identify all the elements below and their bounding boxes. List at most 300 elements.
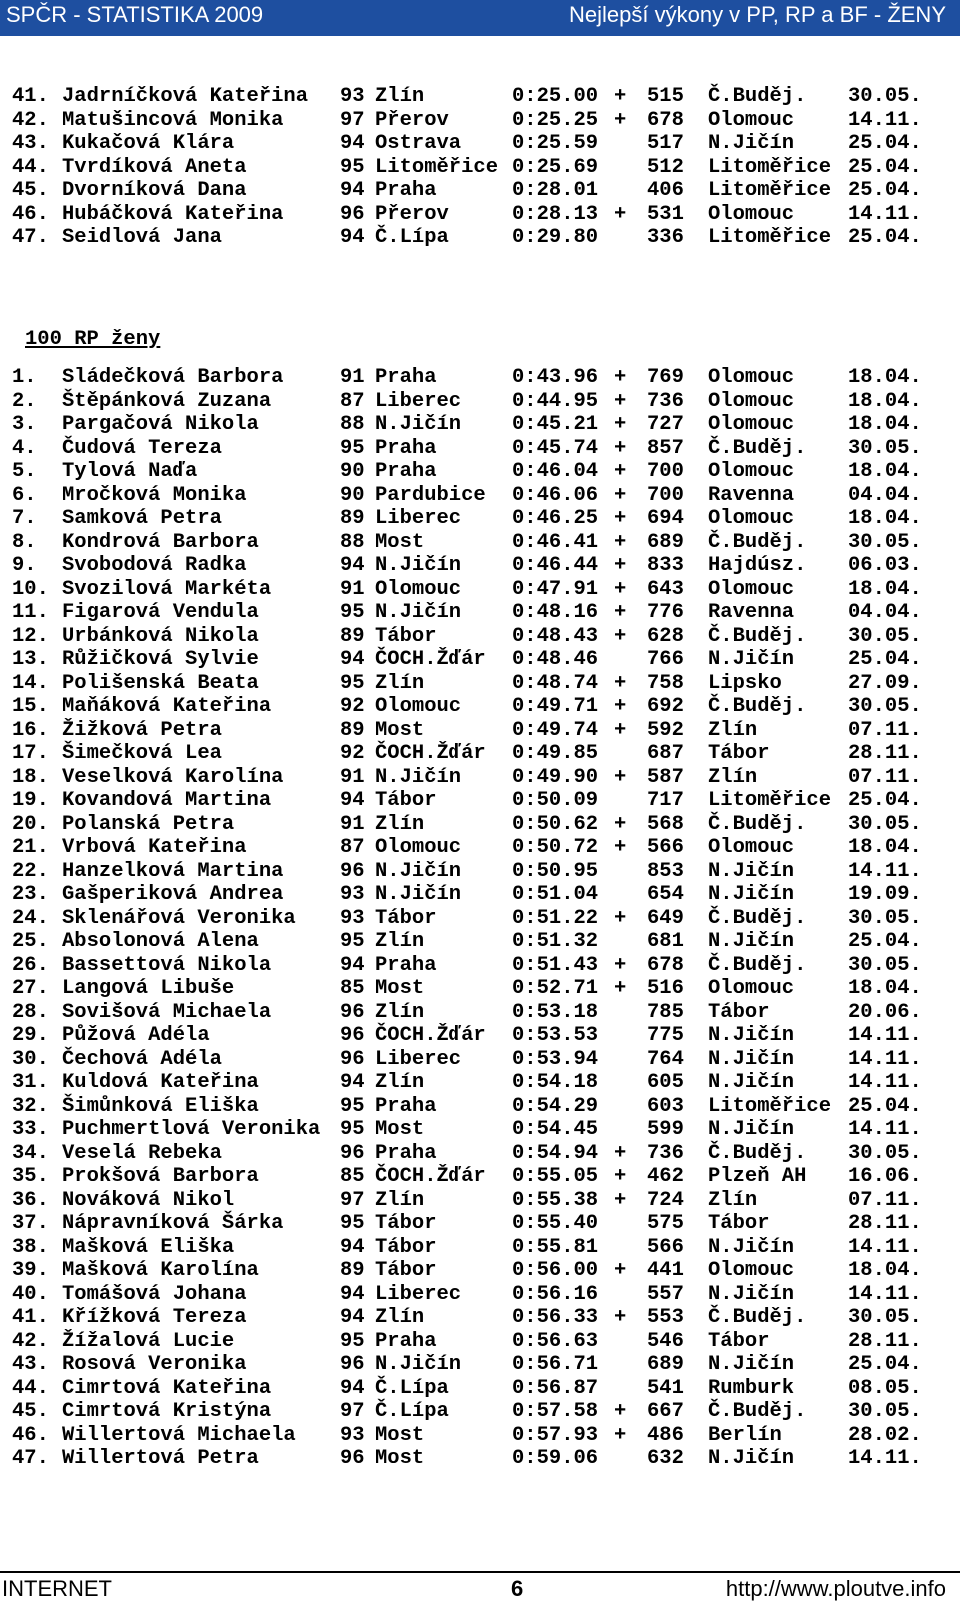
name-cell: Cimrtová Kristýna [62,1400,272,1423]
name-cell: Dvorníková Dana [62,179,247,202]
place-cell: N.Jičín [708,859,795,883]
place-cell: Č.Buděj. [708,85,807,108]
rank-cell: 8. [12,530,37,554]
table-row [12,179,928,203]
year-cell: 93 [340,85,365,108]
year-cell: 94 [340,226,365,249]
rank-cell: 35. [12,1165,49,1188]
year-cell: 93 [340,906,365,930]
table-row [12,836,928,860]
points-cell: 776 [647,601,684,624]
flag-cell: + [614,460,627,483]
flag-cell: + [614,530,627,554]
club-cell: N.Jičín [375,859,462,883]
name-cell: Polišenská Beata [62,671,259,695]
year-cell: 97 [340,108,365,132]
club-cell: Tábor [375,624,437,648]
date-cell: 25.04. [848,930,922,953]
page-header [0,0,960,36]
club-cell: Liberec [375,1282,462,1306]
name-cell: Mročková Monika [62,483,247,507]
club-cell: ČOCH.Žďár [375,1024,486,1047]
place-cell: Lipsko [708,671,782,695]
rank-cell: 24. [12,906,49,930]
place-cell: N.Jičín [708,132,795,155]
club-cell: Praha [375,1329,437,1353]
rank-cell: 47. [12,1447,49,1470]
time-cell: 0:48.46 [512,648,599,671]
time-cell: 0:25.00 [512,85,599,108]
table-row [12,1118,928,1142]
rank-cell: 12. [12,624,49,648]
year-cell: 96 [340,1000,365,1024]
rank-cell: 31. [12,1071,49,1094]
date-cell: 20.06. [848,1000,922,1024]
time-cell: 0:28.01 [512,179,599,202]
date-cell: 14.11. [848,1047,922,1071]
club-cell: Praha [375,460,437,483]
club-cell: Olomouc [375,836,462,859]
date-cell: 18.04. [848,1259,922,1282]
name-cell: Puchmertlová Veronika [62,1118,321,1141]
name-cell: Kukačová Klára [62,132,235,155]
rank-cell: 20. [12,812,49,836]
club-cell: Most [375,1118,425,1141]
footer-url[interactable]: http://www.ploutve.info [725,1576,946,1601]
header-subtitle: Nejlepší výkony v PP, RP a BF - ŽENY [569,2,946,27]
place-cell: Ravenna [708,483,795,507]
points-cell: 515 [647,85,684,108]
time-cell: 0:51.04 [512,883,599,906]
date-cell: 19.09. [848,883,922,906]
table-row [12,1001,928,1025]
place-cell: Olomouc [708,977,795,1000]
table-row [12,1447,928,1471]
rank-cell: 33. [12,1118,49,1141]
table-row [12,789,928,813]
rank-cell: 23. [12,883,49,906]
year-cell: 85 [340,977,365,1000]
time-cell: 0:56.00 [512,1259,599,1282]
table-row [12,695,928,719]
time-cell: 0:56.16 [512,1282,599,1306]
table-row [12,672,928,696]
club-cell: N.Jičín [375,765,462,789]
name-cell: Mašková Eliška [62,1235,235,1259]
club-cell: Praha [375,179,437,202]
date-cell: 16.06. [848,1165,922,1188]
flag-cell: + [614,812,627,836]
club-cell: Zlín [375,812,425,836]
year-cell: 91 [340,765,365,789]
place-cell: Olomouc [708,108,795,132]
rank-cell: 14. [12,671,49,695]
rank-cell: 38. [12,1235,49,1259]
table-row [12,1189,928,1213]
name-cell: Urbánková Nikola [62,624,259,648]
club-cell: Liberec [375,1047,462,1071]
time-cell: 0:56.71 [512,1353,599,1376]
rank-cell: 21. [12,836,49,859]
date-cell: 30.05. [848,436,922,460]
flag-cell: + [614,389,627,413]
points-cell: 441 [647,1259,684,1282]
name-cell: Čechová Adéla [62,1047,222,1071]
points-cell: 766 [647,648,684,671]
flag-cell: + [614,1306,627,1329]
club-cell: Praha [375,1141,437,1165]
table-row [12,1353,928,1377]
year-cell: 90 [340,483,365,507]
rank-cell: 39. [12,1259,49,1282]
rank-cell: 32. [12,1094,49,1118]
points-cell: 681 [647,930,684,953]
points-cell: 566 [647,1235,684,1259]
table-row [12,531,928,555]
flag-cell: + [614,601,627,624]
place-cell: Olomouc [708,577,795,601]
rank-cell: 42. [12,108,49,132]
flag-cell: + [614,906,627,930]
year-cell: 92 [340,695,365,718]
club-cell: Tábor [375,906,437,930]
year-cell: 85 [340,1165,365,1188]
table-row [12,366,928,390]
date-cell: 18.04. [848,366,922,389]
place-cell: Č.Buděj. [708,953,807,977]
date-cell: 25.04. [848,226,922,249]
results-table-100-rp [12,366,928,1471]
time-cell: 0:50.72 [512,836,599,859]
time-cell: 0:25.69 [512,155,599,179]
place-cell: Olomouc [708,507,795,530]
table-row [12,930,928,954]
name-cell: Cimrtová Kateřina [62,1376,272,1400]
date-cell: 18.04. [848,977,922,1000]
date-cell: 14.11. [848,1447,922,1470]
name-cell: Langová Libuše [62,977,235,1000]
name-cell: Svozilová Markéta [62,577,272,601]
place-cell: Olomouc [708,413,795,436]
name-cell: Jadrníčková Kateřina [62,85,309,108]
rank-cell: 41. [12,85,49,108]
place-cell: Č.Buděj. [708,1400,807,1423]
place-cell: N.Jičín [708,1353,795,1376]
table-row [12,507,928,531]
rank-cell: 17. [12,742,49,765]
points-cell: 654 [647,883,684,906]
date-cell: 08.05. [848,1376,922,1400]
date-cell: 07.11. [848,718,922,742]
rank-cell: 22. [12,859,49,883]
club-cell: Č.Lípa [375,226,449,249]
date-cell: 18.04. [848,389,922,413]
club-cell: Olomouc [375,695,462,718]
points-cell: 517 [647,132,684,155]
date-cell: 28.11. [848,742,922,765]
points-cell: 764 [647,1047,684,1071]
club-cell: Tábor [375,1212,437,1235]
rank-cell: 34. [12,1141,49,1165]
name-cell: Vrbová Kateřina [62,836,247,859]
table-row [12,460,928,484]
date-cell: 04.04. [848,483,922,507]
name-cell: Sládečková Barbora [62,366,284,389]
year-cell: 95 [340,1329,365,1353]
name-cell: Absolonová Alena [62,930,259,953]
flag-cell: + [614,953,627,977]
date-cell: 30.05. [848,624,922,648]
place-cell: Litoměřice [708,789,832,812]
place-cell: N.Jičín [708,930,795,953]
points-cell: 727 [647,413,684,436]
place-cell: Hajdúsz. [708,554,807,577]
points-cell: 700 [647,483,684,507]
year-cell: 96 [340,1047,365,1071]
name-cell: Veselková Karolína [62,765,284,789]
rank-cell: 45. [12,179,49,202]
name-cell: Žižková Petra [62,718,222,742]
place-cell: N.Jičín [708,1071,795,1094]
club-cell: ČOCH.Žďár [375,648,486,671]
place-cell: Č.Buděj. [708,1141,807,1165]
year-cell: 89 [340,718,365,742]
rank-cell: 26. [12,953,49,977]
place-cell: Olomouc [708,836,795,859]
name-cell: Samková Petra [62,507,222,530]
table-row [12,907,928,931]
points-cell: 700 [647,460,684,483]
time-cell: 0:46.04 [512,460,599,483]
table-row [12,1283,928,1307]
date-cell: 30.05. [848,85,922,108]
rank-cell: 29. [12,1024,49,1047]
year-cell: 94 [340,789,365,812]
club-cell: Pardubice [375,483,486,507]
flag-cell: + [614,507,627,530]
rank-cell: 43. [12,1353,49,1376]
table-row [12,132,928,156]
rank-cell: 16. [12,718,49,742]
club-cell: Praha [375,366,437,389]
points-cell: 541 [647,1376,684,1400]
name-cell: Seidlová Jana [62,226,222,249]
points-cell: 692 [647,695,684,718]
name-cell: Šimůnková Eliška [62,1094,259,1118]
year-cell: 97 [340,1400,365,1423]
place-cell: N.Jičín [708,1024,795,1047]
time-cell: 0:46.25 [512,507,599,530]
flag-cell: + [614,108,627,132]
date-cell: 25.04. [848,789,922,812]
name-cell: Půžová Adéla [62,1024,210,1047]
points-cell: 605 [647,1071,684,1094]
year-cell: 95 [340,436,365,460]
club-cell: Přerov [375,202,449,226]
club-cell: Most [375,530,425,554]
time-cell: 0:57.93 [512,1423,599,1447]
name-cell: Veselá Rebeka [62,1141,222,1165]
table-row [12,578,928,602]
time-cell: 0:48.43 [512,624,599,648]
rank-cell: 5. [12,460,37,483]
year-cell: 95 [340,1094,365,1118]
name-cell: Gašperiková Andrea [62,883,284,906]
time-cell: 0:59.06 [512,1447,599,1470]
rank-cell: 4. [12,436,37,460]
table-row [12,601,928,625]
flag-cell: + [614,413,627,436]
points-cell: 785 [647,1000,684,1024]
table-row [12,203,928,227]
club-cell: Č.Lípa [375,1376,449,1400]
rank-cell: 41. [12,1306,49,1329]
table-row [12,883,928,907]
points-cell: 724 [647,1188,684,1212]
year-cell: 93 [340,883,365,906]
table-row [12,1212,928,1236]
time-cell: 0:55.40 [512,1212,599,1235]
flag-cell: + [614,977,627,1000]
club-cell: Most [375,977,425,1000]
time-cell: 0:49.74 [512,718,599,742]
points-cell: 628 [647,624,684,648]
time-cell: 0:46.41 [512,530,599,554]
rank-cell: 1. [12,366,37,389]
points-cell: 599 [647,1118,684,1141]
club-cell: Zlín [375,1188,425,1212]
flag-cell: + [614,1400,627,1423]
time-cell: 0:55.81 [512,1235,599,1259]
place-cell: Olomouc [708,460,795,483]
year-cell: 88 [340,413,365,436]
club-cell: Zlín [375,1000,425,1024]
name-cell: Bassettová Nikola [62,953,272,977]
table-row [12,437,928,461]
points-cell: 736 [647,1141,684,1165]
time-cell: 0:57.58 [512,1400,599,1423]
table-row [12,719,928,743]
place-cell: Plzeň AH [708,1165,807,1188]
year-cell: 95 [340,671,365,695]
name-cell: Nápravníková Šárka [62,1212,284,1235]
year-cell: 96 [340,859,365,883]
place-cell: Olomouc [708,202,795,226]
club-cell: N.Jičín [375,1353,462,1376]
flag-cell: + [614,695,627,718]
year-cell: 91 [340,577,365,601]
place-cell: N.Jičín [708,883,795,906]
place-cell: Olomouc [708,389,795,413]
name-cell: Tomášová Johana [62,1282,247,1306]
flag-cell: + [614,671,627,695]
table-row [12,648,928,672]
date-cell: 25.04. [848,179,922,202]
name-cell: Mašková Karolína [62,1259,259,1282]
table-row [12,813,928,837]
table-row [12,390,928,414]
points-cell: 486 [647,1423,684,1447]
points-cell: 643 [647,577,684,601]
points-cell: 592 [647,718,684,742]
rank-cell: 36. [12,1188,49,1212]
club-cell: N.Jičín [375,413,462,436]
place-cell: Č.Buděj. [708,530,807,554]
time-cell: 0:49.85 [512,742,599,765]
rank-cell: 46. [12,202,49,226]
points-cell: 758 [647,671,684,695]
place-cell: Č.Buděj. [708,906,807,930]
points-cell: 678 [647,108,684,132]
date-cell: 06.03. [848,554,922,577]
time-cell: 0:46.44 [512,554,599,577]
table-row [12,554,928,578]
table-row [12,954,928,978]
rank-cell: 19. [12,789,49,812]
date-cell: 30.05. [848,695,922,718]
time-cell: 0:51.32 [512,930,599,953]
date-cell: 30.05. [848,953,922,977]
rank-cell: 44. [12,1376,49,1400]
year-cell: 94 [340,1282,365,1306]
club-cell: Ostrava [375,132,462,155]
date-cell: 30.05. [848,1306,922,1329]
rank-cell: 43. [12,132,49,155]
club-cell: Praha [375,1094,437,1118]
results-table-continued [12,85,928,250]
date-cell: 30.05. [848,906,922,930]
time-cell: 0:53.53 [512,1024,599,1047]
year-cell: 88 [340,530,365,554]
club-cell: Tábor [375,1235,437,1259]
table-row [12,1377,928,1401]
time-cell: 0:49.90 [512,765,599,789]
place-cell: Litoměřice [708,226,832,249]
year-cell: 91 [340,812,365,836]
points-cell: 857 [647,436,684,460]
time-cell: 0:53.94 [512,1047,599,1071]
name-cell: Kovandová Martina [62,789,272,812]
rank-cell: 10. [12,577,49,601]
time-cell: 0:47.91 [512,577,599,601]
time-cell: 0:51.22 [512,906,599,930]
date-cell: 07.11. [848,765,922,789]
year-cell: 95 [340,930,365,953]
table-row [12,1165,928,1189]
rank-cell: 2. [12,389,37,413]
date-cell: 25.04. [848,155,922,179]
points-cell: 512 [647,155,684,179]
year-cell: 95 [340,601,365,624]
time-cell: 0:54.94 [512,1141,599,1165]
rank-cell: 45. [12,1400,49,1423]
club-cell: Tábor [375,789,437,812]
date-cell: 14.11. [848,1071,922,1094]
table-row [12,109,928,133]
flag-cell: + [614,366,627,389]
table-row [12,1024,928,1048]
club-cell: Zlín [375,671,425,695]
date-cell: 14.11. [848,202,922,226]
place-cell: Olomouc [708,1259,795,1282]
club-cell: N.Jičín [375,883,462,906]
rank-cell: 37. [12,1212,49,1235]
year-cell: 94 [340,1306,365,1329]
date-cell: 07.11. [848,1188,922,1212]
time-cell: 0:56.87 [512,1376,599,1400]
points-cell: 775 [647,1024,684,1047]
name-cell: Rosová Veronika [62,1353,247,1376]
